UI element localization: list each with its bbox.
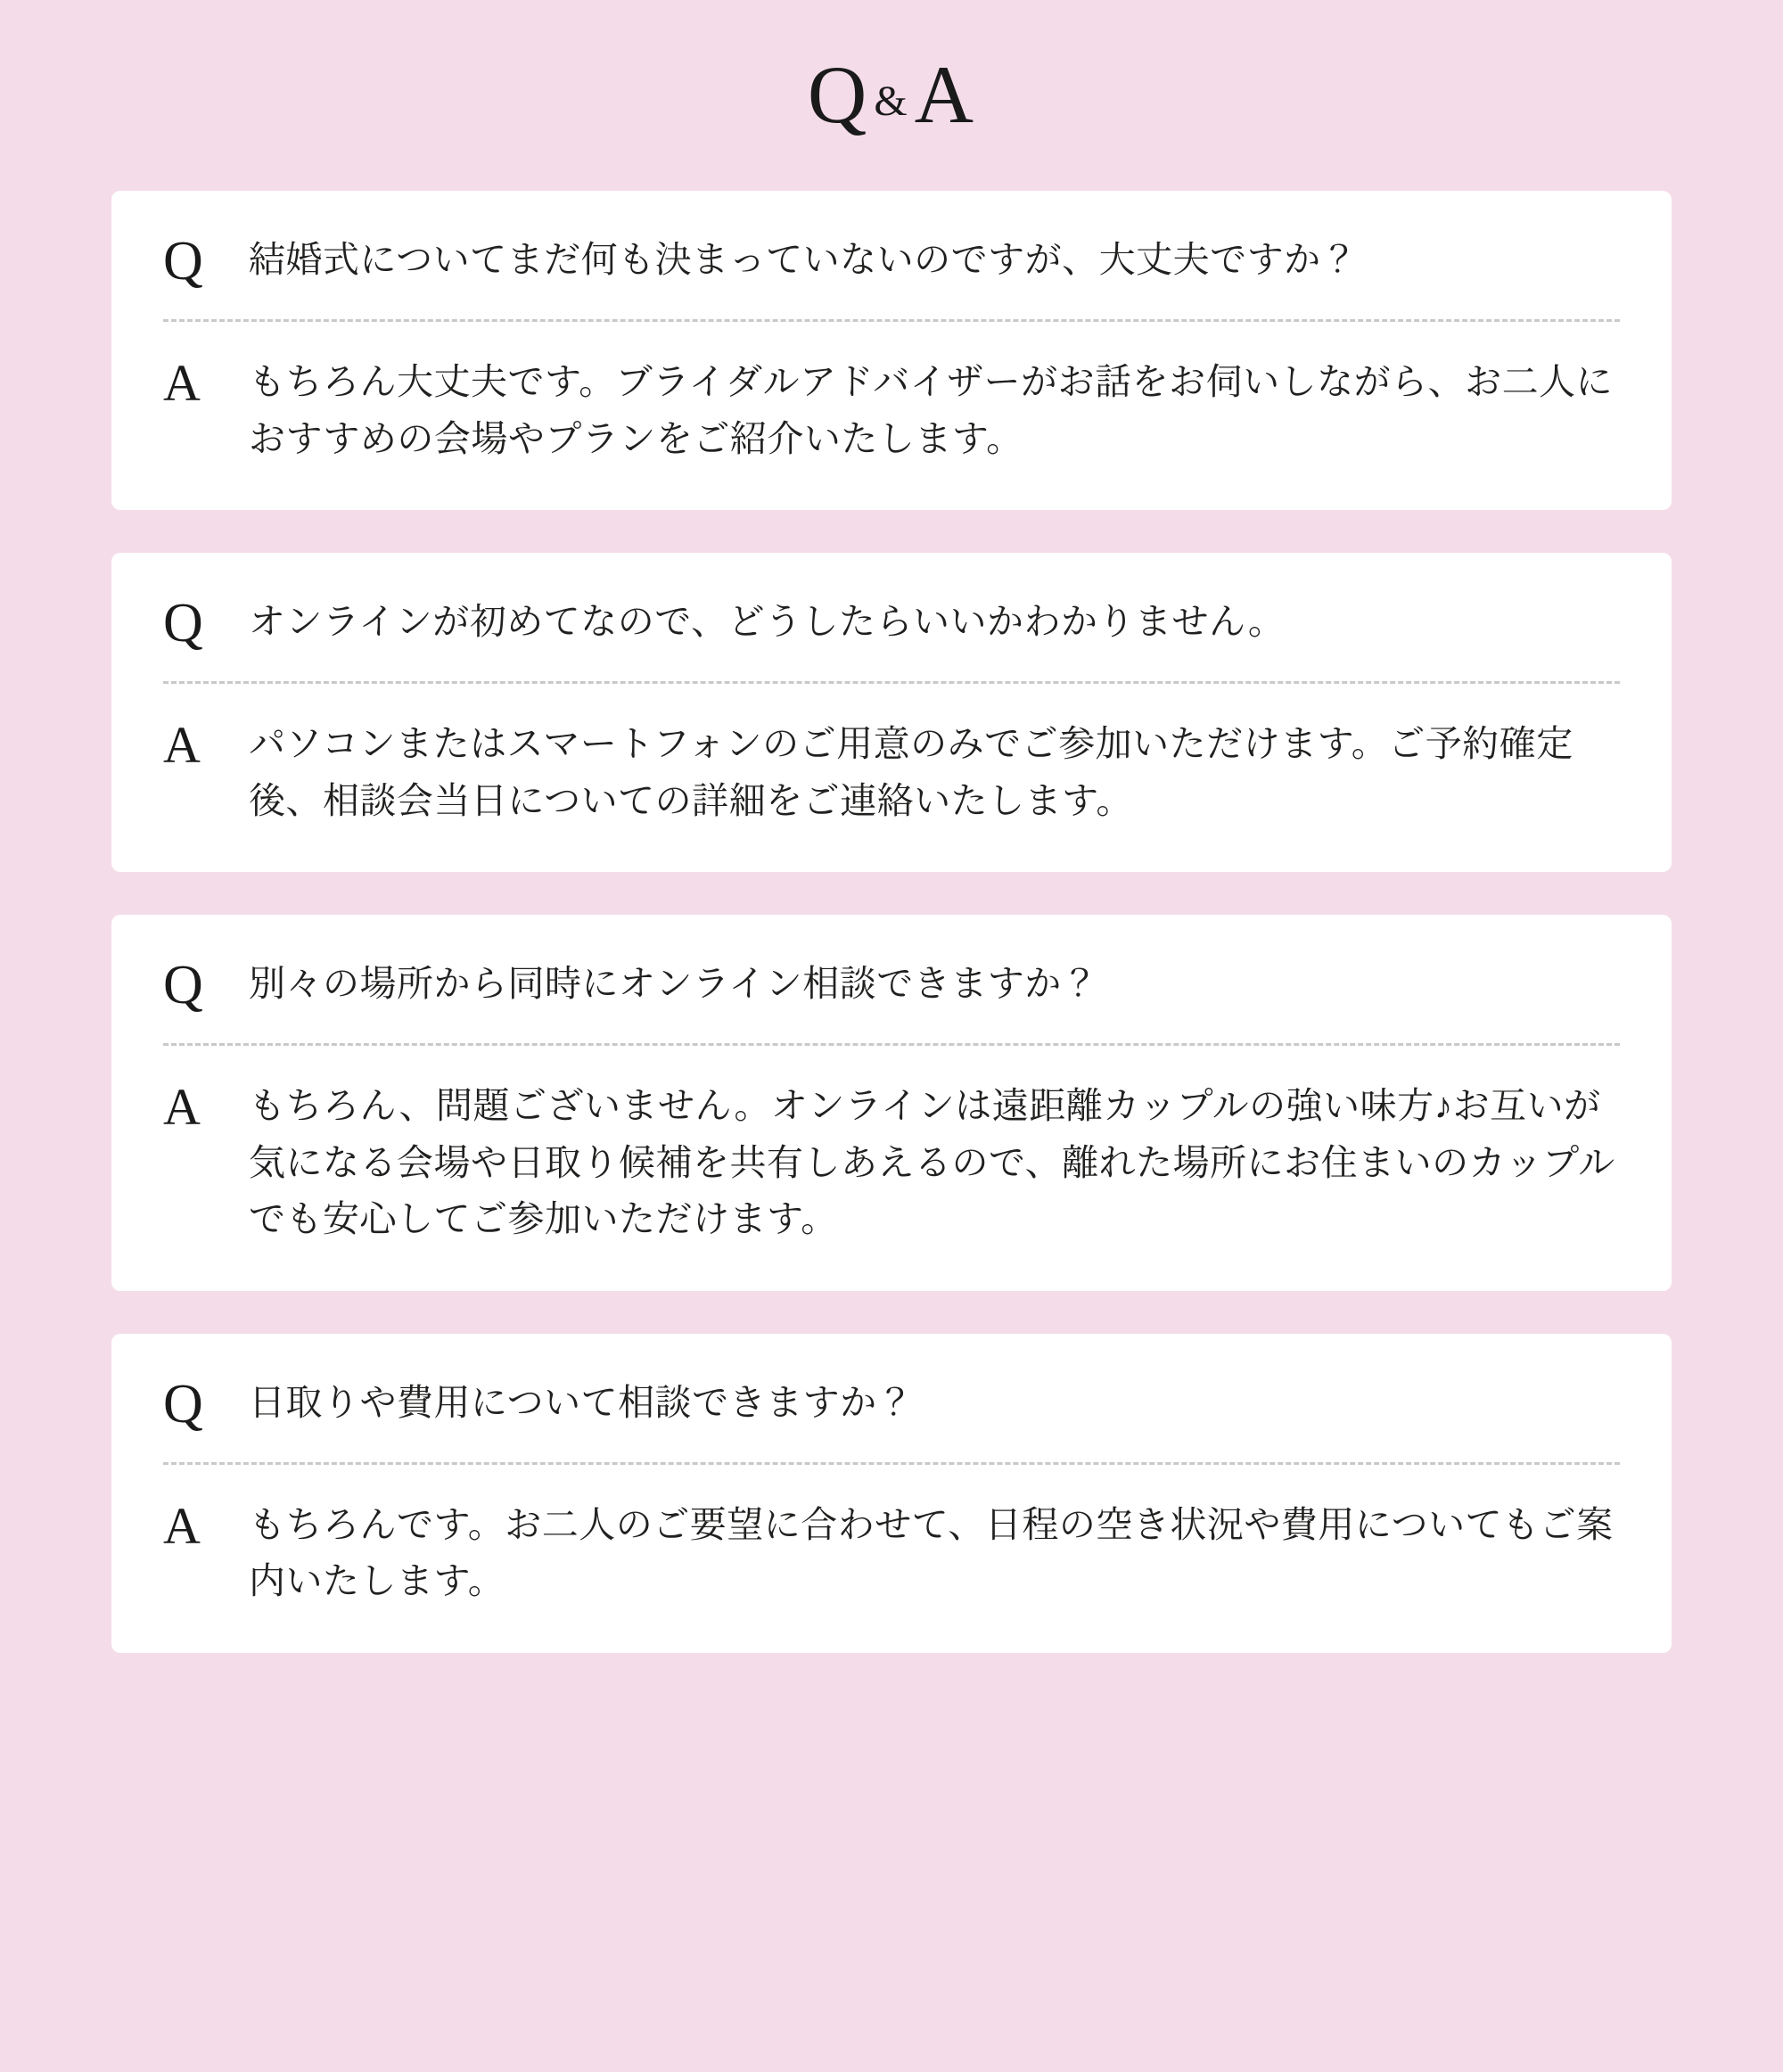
faq-item[interactable] [111, 915, 1672, 1291]
faq-question [163, 592, 1620, 654]
question-text: 別々の場所から同時にオンライン相談できますか？ [249, 963, 1099, 1005]
question-text: 日取りや費用について相談できますか？ [249, 1381, 915, 1423]
page-title-q: Q [807, 49, 869, 140]
answer-marker: A [163, 354, 201, 412]
answer-text: もちろんです。お二人のご要望に合わせて、日程の空き状況や費用についてもご案内いたします。 [249, 1503, 1614, 1602]
faq-answer [163, 352, 1620, 467]
question-marker: Q [163, 1373, 203, 1435]
page-title [111, 0, 1672, 191]
faq-question [163, 954, 1620, 1016]
question-text: オンラインが初めてなので、どうしたらいいかわかりません。 [249, 601, 1286, 643]
faq-divider [163, 1043, 1620, 1046]
page-title-a: A [914, 49, 976, 140]
faq-question [163, 230, 1620, 292]
page-title-ampersand: & [874, 78, 909, 125]
faq-item[interactable] [111, 553, 1672, 872]
question-text: 結婚式についてまだ何も決まっていないのですが、大丈夫ですか？ [249, 239, 1359, 280]
faq-divider [163, 319, 1620, 322]
faq-question [163, 1373, 1620, 1435]
answer-marker: A [163, 1496, 201, 1555]
faq-item[interactable] [111, 191, 1672, 510]
answer-text: パソコンまたはスマートフォンのご用意のみでご参加いただけます。ご予約確定後、相談会当日についての詳細をご連絡いたします。 [249, 723, 1573, 821]
faq-divider [163, 1462, 1620, 1465]
faq-answer [163, 1076, 1620, 1248]
answer-text: もちろん大丈夫です。ブライダルアドバイザーがお話をお伺いしながら、お二人におすすめの会場やプランをご紹介いたします。 [249, 361, 1614, 459]
faq-answer [163, 1495, 1620, 1610]
faq-divider [163, 681, 1620, 684]
question-marker: Q [163, 593, 203, 654]
faq-item[interactable] [111, 1334, 1672, 1653]
faq-answer [163, 714, 1620, 829]
question-marker: Q [163, 231, 203, 292]
answer-text: もちろん、問題ございません。オンラインは遠距離カップルの強い味方♪お互いが気になる会場や日取り候補を共有しあえるので、離れた場所にお住まいのカップルでも安心してご参加いただけます。 [249, 1085, 1615, 1240]
question-marker: Q [163, 955, 203, 1016]
answer-marker: A [163, 1078, 201, 1137]
answer-marker: A [163, 716, 201, 775]
